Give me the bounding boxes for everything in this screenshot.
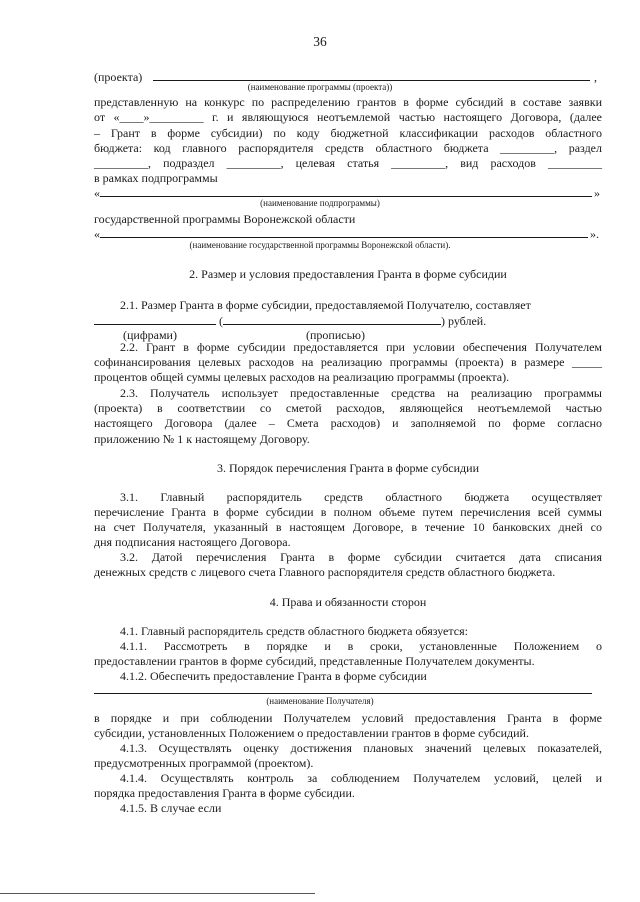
footer-rule: [0, 893, 315, 894]
text-line: от «____»_________ г. и являющуюся неотъемлемой частью настоящего Договора, (далее: [94, 110, 602, 124]
text-line: денежных средств с лицевого счета Главного распорядителя средств областного бюджета.: [94, 565, 556, 579]
project-comma: ,: [594, 70, 597, 84]
recipient-caption: (наименование Получателя): [266, 696, 374, 706]
text-line: 4.1.1. Рассмотреть в порядке и в сроки, установленные Положением о: [120, 639, 602, 653]
digits-caption: (цифрами): [123, 328, 177, 342]
text-line: – Грант в форме субсидии) по коду бюджетной классификации расходов областного: [94, 126, 602, 140]
amount-digits-blank: [94, 313, 216, 325]
text-line: 2.2. Грант в форме субсидии предоставляется при условии обеспечения Получателем: [120, 340, 602, 354]
amount-words-blank: [223, 313, 441, 325]
text-line: в порядке и при соблюдении Получателем условий предоставления Гранта в форме: [94, 711, 602, 725]
text-line: 4.1.4. Осуществлять контроль за соблюдением Получателем условий, целей и: [120, 771, 602, 785]
amount-line: [94, 313, 602, 329]
subprogram-fill-line: [100, 196, 592, 197]
text-line: представленную на конкурс по распределению грантов в форме субсидий в составе заявки: [94, 95, 602, 109]
state-program-fill-line: [100, 237, 588, 238]
text-line: на счет Получателя, указанный в настоящем Договоре, в течение 10 банковских дней со: [94, 520, 602, 534]
recipient-fill-line: [94, 693, 592, 694]
project-caption: (наименование программы (проекта)): [247, 82, 393, 92]
text-line: софинансирования целевых расходов на реализацию программы (проекта) в размере _____: [94, 355, 602, 369]
text-line: в рамках подпрограммы: [94, 171, 218, 185]
project-label: (проекта): [94, 70, 143, 84]
subprogram-caption: (наименование подпрограммы): [260, 198, 380, 208]
text-line: процентов общей суммы целевых расходов на реализацию программы (проекта).: [94, 370, 510, 384]
section-heading: 2. Размер и условия предоставления Гранта в форме субсидии: [189, 267, 507, 281]
text-line: субсидии, установленных Положением о предоставлении грантов в форме субсидий.: [94, 726, 529, 740]
text-line: бюджета: код главного распорядителя средств областного бюджета _________, раздел: [94, 141, 602, 155]
text-line: государственной программы Воронежской области: [94, 212, 356, 226]
text-line: 2.3. Получатель использует предоставленные средства на реализацию программы: [120, 386, 602, 400]
text-line: 4.1.2. Обеспечить предоставление Гранта в форме субсидии: [120, 669, 427, 683]
text-line: перечисление Гранта в форме субсидии в полном объеме путем перечисления всей суммы: [94, 505, 602, 519]
text-line: 3.1. Главный распорядитель средств областного бюджета осуществляет: [120, 490, 602, 504]
text-line: (проекта) в соответствии со сметой расходов, являющейся неотъемлемой частью: [94, 401, 602, 415]
close-quote: ».: [590, 227, 599, 241]
amount-tail: ) рублей.: [441, 314, 487, 328]
text-line: 4.1.3. Осуществлять оценку достижения плановых значений целевых показателей,: [120, 741, 602, 755]
open-quote: «: [94, 186, 100, 200]
section-heading: 4. Права и обязанности сторон: [269, 595, 427, 609]
text-line: _________, подраздел _________, целевая статья _________, вид расходов _________: [94, 156, 602, 170]
text-line: предусмотренных программой (проектом).: [94, 756, 314, 770]
open-quote: «: [94, 227, 100, 241]
section-heading: 3. Порядок перечисления Гранта в форме субсидии: [217, 461, 479, 475]
project-fill-line: [153, 80, 590, 81]
text-line: порядка предоставления Гранта в форме субсидии.: [94, 786, 355, 800]
words-caption: (прописью): [306, 328, 366, 342]
page-number: 36: [313, 34, 327, 49]
paren-open: (: [216, 314, 223, 328]
state-program-caption: (наименование государственной программы Воронежской области).: [189, 240, 451, 250]
text-line: дня подписания настоящего Договора.: [94, 535, 291, 549]
text-line: настоящего Договора (далее – Смета расходов) и заполняемой по форме согласно: [94, 416, 602, 430]
close-quote: »: [594, 186, 600, 200]
text-line: 4.1.5. В случае если: [120, 801, 222, 815]
text-line: предоставлении грантов в форме субсидий, представленные Получателем документы.: [94, 654, 535, 668]
text-line: приложению № 1 к настоящему Договору.: [94, 432, 310, 446]
text-line: 4.1. Главный распорядитель средств областного бюджета обязуется:: [120, 624, 468, 638]
text-line: 2.1. Размер Гранта в форме субсидии, предоставляемой Получателю, составляет: [120, 298, 531, 312]
text-line: 3.2. Датой перечисления Гранта в форме субсидии считается дата списания: [120, 550, 602, 564]
